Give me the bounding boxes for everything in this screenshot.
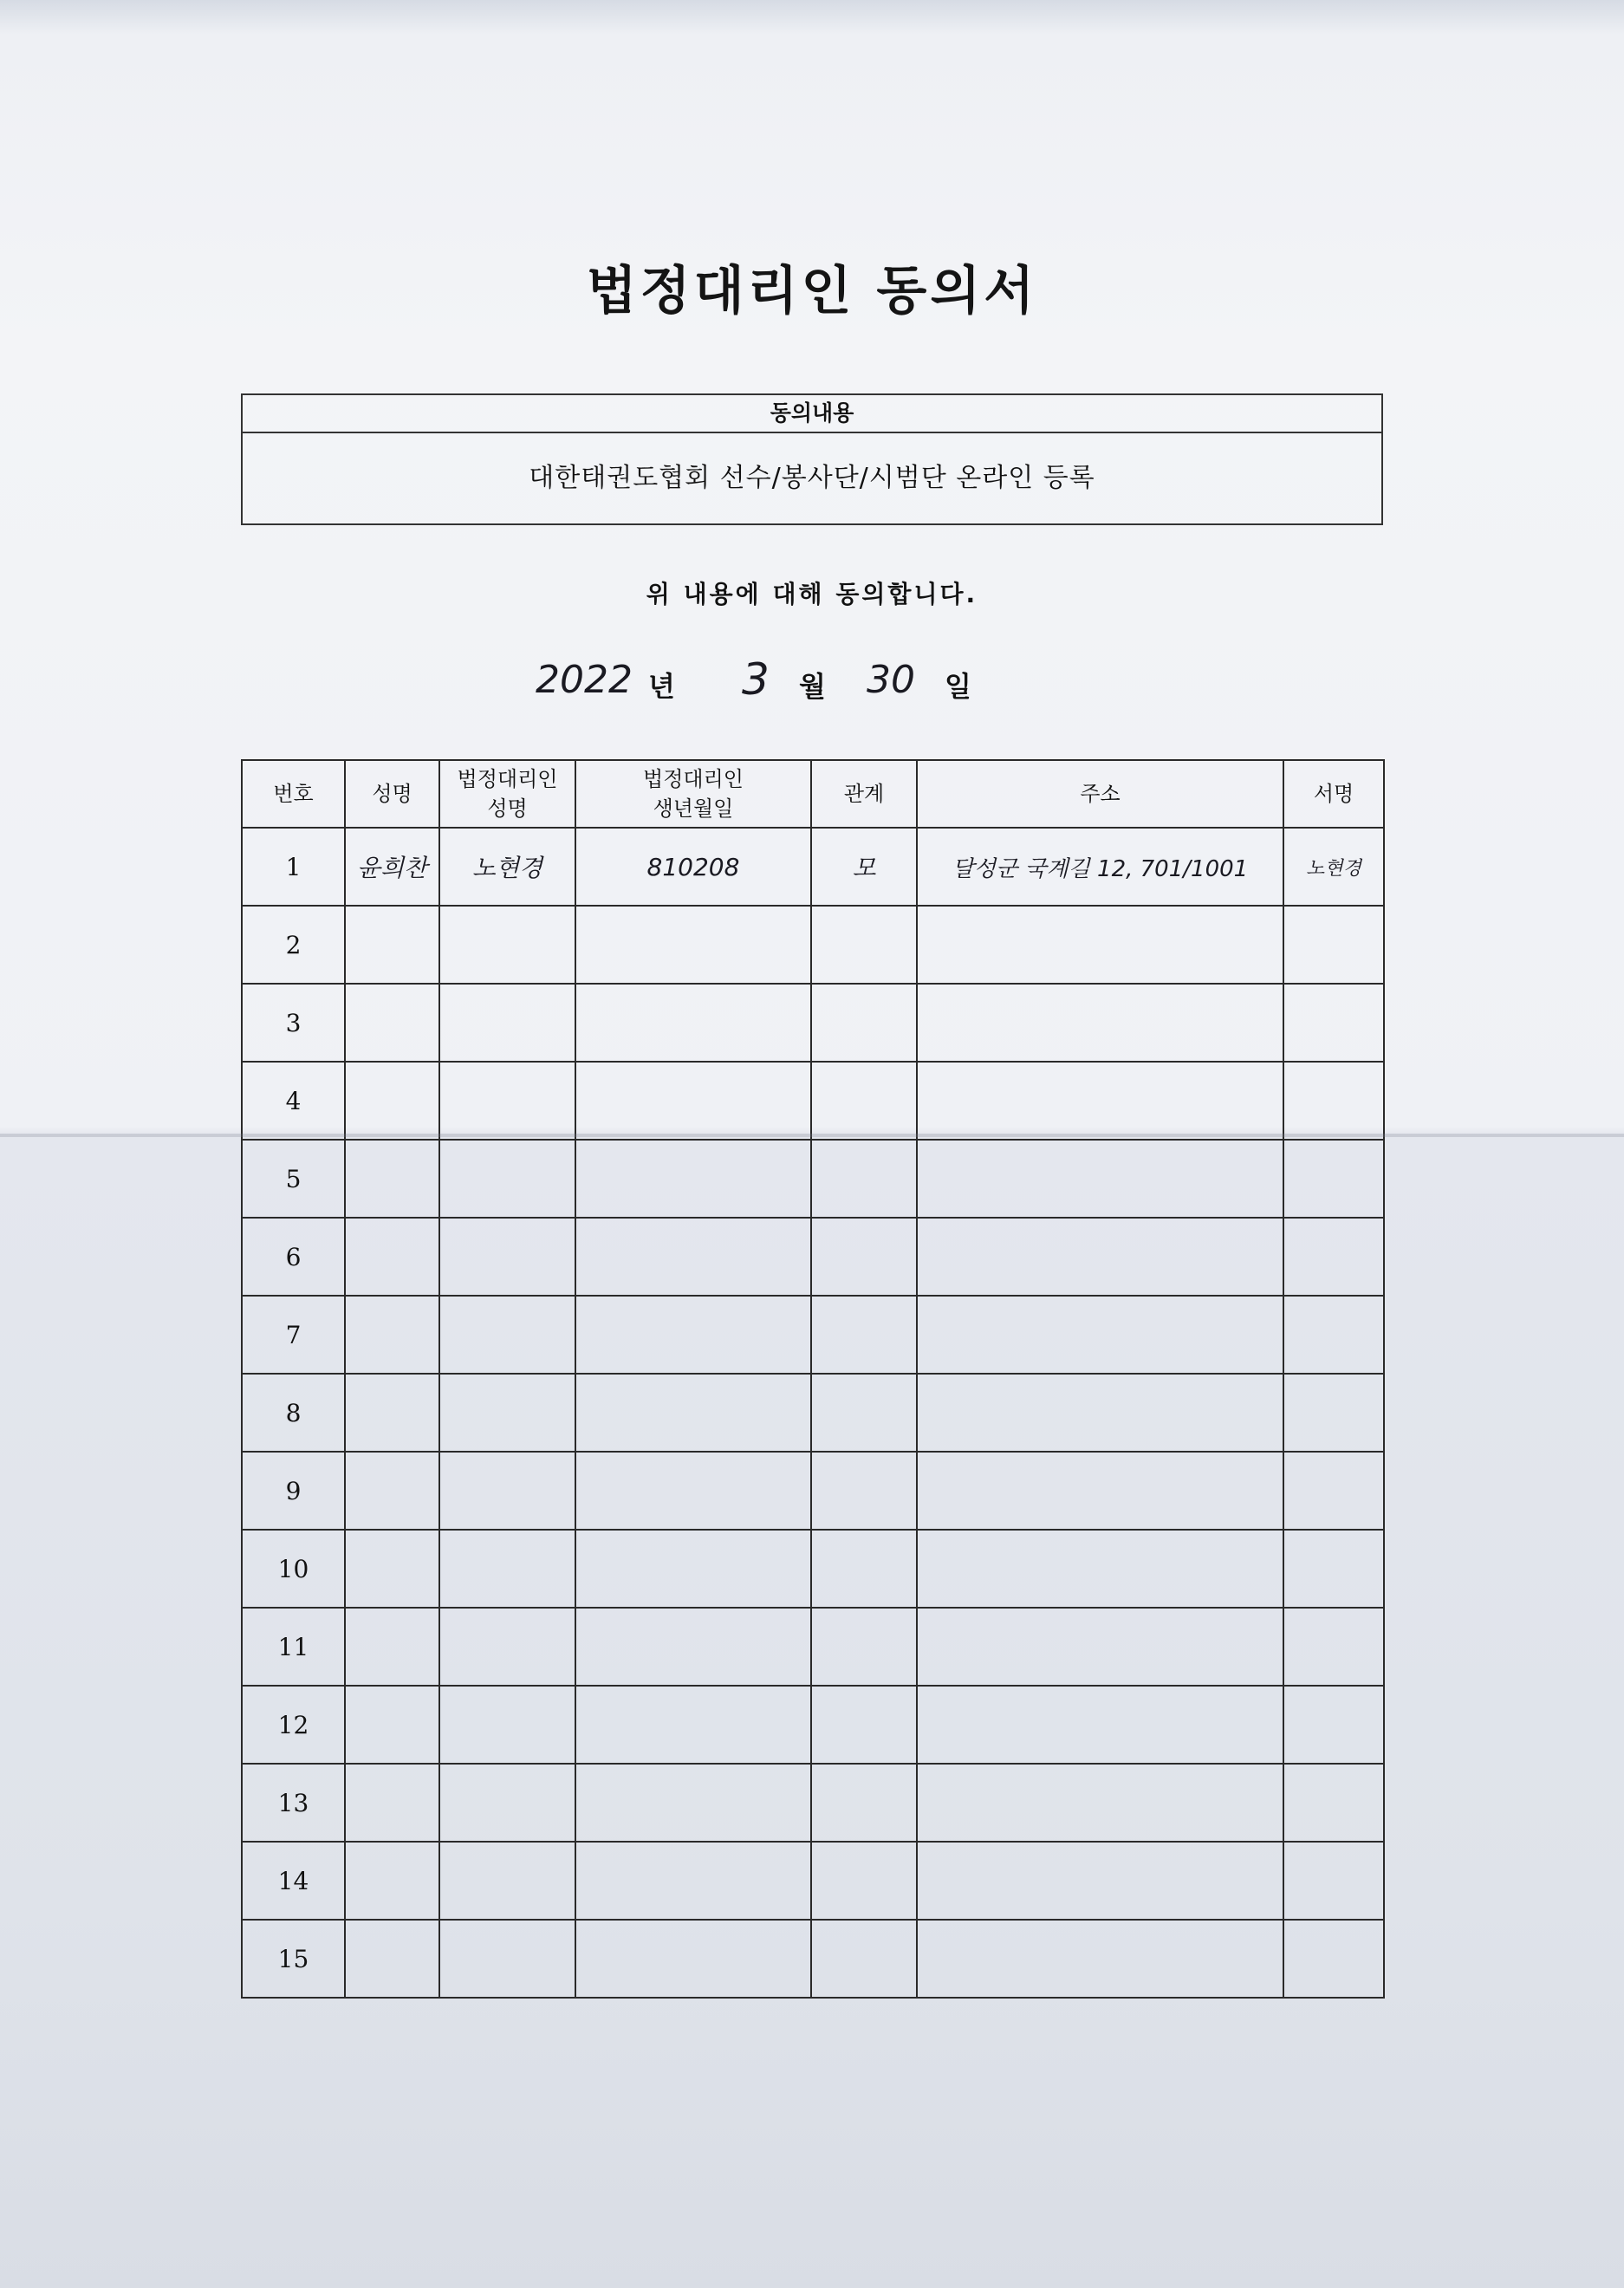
- cell-address[interactable]: [917, 1686, 1283, 1764]
- cell-guardian-name[interactable]: [439, 1686, 575, 1764]
- cell-signature[interactable]: [1283, 1374, 1384, 1452]
- cell-relation[interactable]: [811, 1842, 917, 1920]
- cell-name[interactable]: [345, 1920, 439, 1998]
- cell-signature[interactable]: [1283, 984, 1384, 1062]
- date-year-unit: 년: [648, 670, 675, 703]
- cell-guardian-name[interactable]: [439, 1608, 575, 1686]
- cell-address[interactable]: [917, 1452, 1283, 1530]
- row-number: 10: [242, 1530, 345, 1608]
- consent-header: 동의내용: [243, 395, 1381, 433]
- cell-guardian-birth[interactable]: [575, 1140, 811, 1218]
- cell-signature[interactable]: [1283, 1218, 1384, 1296]
- cell-guardian-name[interactable]: [439, 1842, 575, 1920]
- cell-relation[interactable]: [811, 1374, 917, 1452]
- guardian-table: [241, 759, 1385, 1999]
- table-row: [242, 1686, 1384, 1764]
- agreement-statement: 위 내용에 대해 동의합니다.: [646, 580, 978, 608]
- cell-name[interactable]: [345, 1218, 439, 1296]
- table-row: [242, 984, 1384, 1062]
- cell-signature[interactable]: [1283, 1062, 1384, 1140]
- cell-guardian-birth[interactable]: 810208: [575, 828, 811, 906]
- table-row: [242, 1452, 1384, 1530]
- col-relation-header: 관계: [811, 760, 917, 828]
- col-name-header: 성명: [345, 760, 439, 828]
- row-number: 13: [242, 1764, 345, 1842]
- cell-guardian-birth[interactable]: [575, 1218, 811, 1296]
- row-number: 6: [242, 1218, 345, 1296]
- table-row: [242, 1530, 1384, 1608]
- cell-signature[interactable]: [1283, 1296, 1384, 1374]
- cell-relation[interactable]: [811, 1140, 917, 1218]
- cell-address[interactable]: [917, 1764, 1283, 1842]
- row-number: 3: [242, 984, 345, 1062]
- cell-relation[interactable]: [811, 1062, 917, 1140]
- cell-name[interactable]: [345, 1140, 439, 1218]
- cell-guardian-name[interactable]: 노현경: [439, 828, 575, 906]
- col-signature-header: 서명: [1283, 760, 1384, 828]
- cell-address[interactable]: [917, 1218, 1283, 1296]
- cell-guardian-name[interactable]: [439, 1062, 575, 1140]
- cell-guardian-birth[interactable]: [575, 984, 811, 1062]
- cell-guardian-name[interactable]: [439, 1296, 575, 1374]
- consent-box: [241, 393, 1383, 525]
- cell-signature[interactable]: [1283, 1140, 1384, 1218]
- date-year-handwritten: 2022: [536, 658, 633, 702]
- cell-guardian-name[interactable]: [439, 1920, 575, 1998]
- cell-name[interactable]: [345, 1530, 439, 1608]
- table-row: [242, 1140, 1384, 1218]
- cell-name[interactable]: [345, 984, 439, 1062]
- cell-name[interactable]: [345, 1374, 439, 1452]
- cell-relation[interactable]: 모: [811, 828, 917, 906]
- cell-name[interactable]: 윤희찬: [345, 828, 439, 906]
- cell-name[interactable]: [345, 1608, 439, 1686]
- cell-name[interactable]: [345, 1764, 439, 1842]
- cell-signature[interactable]: [1283, 1686, 1384, 1764]
- cell-guardian-name[interactable]: [439, 1452, 575, 1530]
- table-row: [242, 1062, 1384, 1140]
- cell-signature[interactable]: [1283, 1452, 1384, 1530]
- cell-address[interactable]: [917, 1296, 1283, 1374]
- cell-relation[interactable]: [811, 1686, 917, 1764]
- document-title: 법정대리인 동의서: [586, 261, 1038, 322]
- cell-signature[interactable]: [1283, 1920, 1384, 1998]
- table-row: [242, 1920, 1384, 1998]
- row-number: 14: [242, 1842, 345, 1920]
- table-row: [242, 1764, 1384, 1842]
- cell-signature[interactable]: [1283, 906, 1384, 984]
- table-row: [242, 1608, 1384, 1686]
- row-number: 9: [242, 1452, 345, 1530]
- row-number: 5: [242, 1140, 345, 1218]
- cell-address[interactable]: [917, 1530, 1283, 1608]
- table-row: [242, 1374, 1384, 1452]
- cell-address[interactable]: [917, 1842, 1283, 1920]
- cell-relation[interactable]: [811, 984, 917, 1062]
- row-number: 11: [242, 1608, 345, 1686]
- row-number: 2: [242, 906, 345, 984]
- cell-guardian-name[interactable]: [439, 1530, 575, 1608]
- cell-guardian-name[interactable]: [439, 984, 575, 1062]
- table-row: [242, 1218, 1384, 1296]
- cell-address[interactable]: [917, 906, 1283, 984]
- col-guardian-name-header: 법정대리인 성명: [439, 760, 575, 828]
- cell-signature[interactable]: [1283, 1764, 1384, 1842]
- row-number: 7: [242, 1296, 345, 1374]
- date-month-handwritten: 3: [742, 654, 770, 705]
- cell-guardian-name[interactable]: [439, 1374, 575, 1452]
- cell-name[interactable]: [345, 1296, 439, 1374]
- cell-address[interactable]: [917, 1062, 1283, 1140]
- cell-address[interactable]: [917, 1920, 1283, 1998]
- col-guardian-birth-header: 법정대리인 생년월일: [575, 760, 811, 828]
- cell-guardian-birth[interactable]: [575, 1296, 811, 1374]
- date-day-unit: 일: [945, 670, 971, 703]
- table-row: [242, 1842, 1384, 1920]
- cell-guardian-birth[interactable]: [575, 1374, 811, 1452]
- row-number: 8: [242, 1374, 345, 1452]
- table-row: [242, 1296, 1384, 1374]
- cell-guardian-birth[interactable]: [575, 1608, 811, 1686]
- cell-signature[interactable]: [1283, 1530, 1384, 1608]
- cell-relation[interactable]: [811, 1296, 917, 1374]
- cell-relation[interactable]: [811, 1530, 917, 1608]
- cell-guardian-name[interactable]: [439, 1140, 575, 1218]
- cell-name[interactable]: [345, 906, 439, 984]
- cell-relation[interactable]: [811, 1218, 917, 1296]
- col-number-header: 번호: [242, 760, 345, 828]
- cell-signature[interactable]: [1283, 1608, 1384, 1686]
- row-number: 12: [242, 1686, 345, 1764]
- cell-guardian-name[interactable]: [439, 1218, 575, 1296]
- cell-guardian-birth[interactable]: [575, 1920, 811, 1998]
- row-number: 1: [242, 828, 345, 906]
- consent-text: 대한태권도협회 선수/봉사단/시범단 온라인 등록: [529, 463, 1095, 493]
- cell-signature[interactable]: 노현경: [1283, 828, 1384, 906]
- cell-guardian-birth[interactable]: [575, 1842, 811, 1920]
- cell-guardian-birth[interactable]: [575, 906, 811, 984]
- paper-fold-line: [0, 1134, 1624, 1137]
- cell-guardian-name[interactable]: [439, 1764, 575, 1842]
- cell-address[interactable]: [917, 984, 1283, 1062]
- cell-name[interactable]: [345, 1842, 439, 1920]
- cell-relation[interactable]: [811, 1764, 917, 1842]
- cell-address[interactable]: [917, 1608, 1283, 1686]
- row-number: 4: [242, 1062, 345, 1140]
- cell-address[interactable]: [917, 1374, 1283, 1452]
- table-row: [242, 906, 1384, 984]
- table-header-row: [242, 760, 1384, 828]
- date-line: [0, 654, 1624, 715]
- date-day-handwritten: 30: [867, 658, 915, 702]
- cell-signature[interactable]: [1283, 1842, 1384, 1920]
- cell-name[interactable]: [345, 1062, 439, 1140]
- row-number: 15: [242, 1920, 345, 1998]
- cell-guardian-birth[interactable]: [575, 1452, 811, 1530]
- cell-guardian-name[interactable]: [439, 906, 575, 984]
- cell-name[interactable]: [345, 1686, 439, 1764]
- date-month-unit: 월: [799, 670, 826, 703]
- cell-guardian-birth[interactable]: [575, 1530, 811, 1608]
- cell-relation[interactable]: [811, 1608, 917, 1686]
- cell-address[interactable]: 달성군 국계길 12, 701/1001: [917, 828, 1283, 906]
- table-row: [242, 828, 1384, 906]
- cell-relation[interactable]: [811, 1452, 917, 1530]
- cell-relation[interactable]: [811, 906, 917, 984]
- table-body: [242, 828, 1384, 1998]
- col-address-header: 주소: [917, 760, 1283, 828]
- cell-relation[interactable]: [811, 1920, 917, 1998]
- cell-address[interactable]: [917, 1140, 1283, 1218]
- cell-guardian-birth[interactable]: [575, 1062, 811, 1140]
- cell-guardian-birth[interactable]: [575, 1764, 811, 1842]
- cell-name[interactable]: [345, 1452, 439, 1530]
- cell-guardian-birth[interactable]: [575, 1686, 811, 1764]
